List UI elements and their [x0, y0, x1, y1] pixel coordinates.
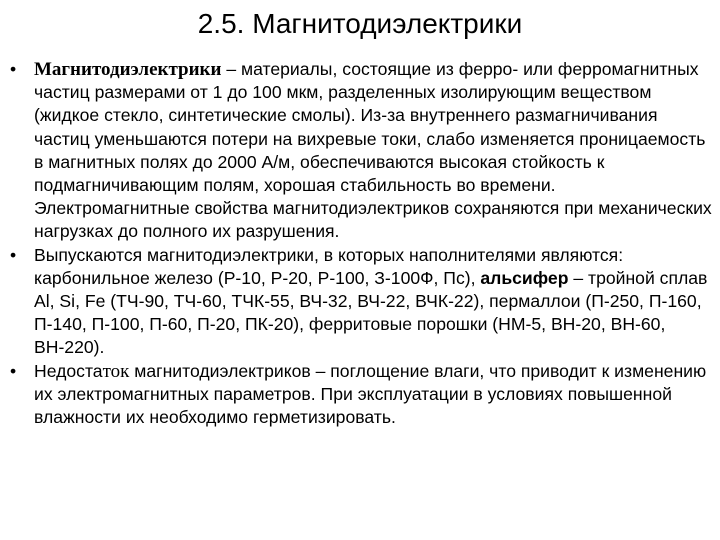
bullet-lead: Недоста: [34, 360, 103, 381]
bullet-item-definition: [0, 58, 720, 244]
bullet-text: – материалы, состоящие из ферро- или ферромагнитных частиц размерами от 1 до 100 мкм, разделенных изолирующим веществом (жидкое стекло, синтетические смолы). Из-за внутреннего размагничивания частиц уменьшаются потери на вихревые токи, слабо изменяется проницаемость в магнитных полях до 2000 А/м, обеспечиваются высокая стойкость к подмагничивающим полям, хорошая стабильность во времени. Электромагнитные свойства магнитодиэлектриков сохраняются при механических нагрузках до полного их разрушения.: [34, 59, 712, 242]
bullet-lead-serif: ток: [102, 360, 130, 382]
bullet-icon: •: [10, 244, 17, 265]
bullet-item-fillers: [0, 244, 720, 360]
bullet-text: магнитодиэлектриков – поглощение влаги, что приводит к изменению их электромагнитных параметров. При эксплуатации в условиях повышенной влажности их необходимо герметизировать.: [34, 360, 707, 428]
bullet-text: – тройной сплав Al, Si, Fe (ТЧ-90, ТЧ-60, ТЧК-55, ВЧ-32, ВЧ-22, ВЧК-22), пермаллои (П-250, П-160, П-140, П-100, П-60, П-20, ПК-20), ферритовые порошки (НМ-5, ВН-20, ВН-60, ВН-220).: [34, 267, 708, 358]
slide-title: 2.5. Магнитодиэлектрики: [197, 8, 523, 39]
term-magnetodielectrics: Магнитодиэлектрики: [34, 59, 222, 80]
bullet-icon: •: [10, 59, 17, 79]
bullet-list: [0, 58, 720, 429]
bullet-text: Выпускаются магнитодиэлектрики, в которых наполнителями являются: карбонильное железо (Р-10, Р-20, Р-100, З-100Ф, Пс),: [34, 244, 624, 288]
bullet-icon: •: [10, 360, 17, 381]
bullet-item-drawback: [0, 360, 720, 430]
term-alsifer: альсифер: [480, 267, 569, 288]
